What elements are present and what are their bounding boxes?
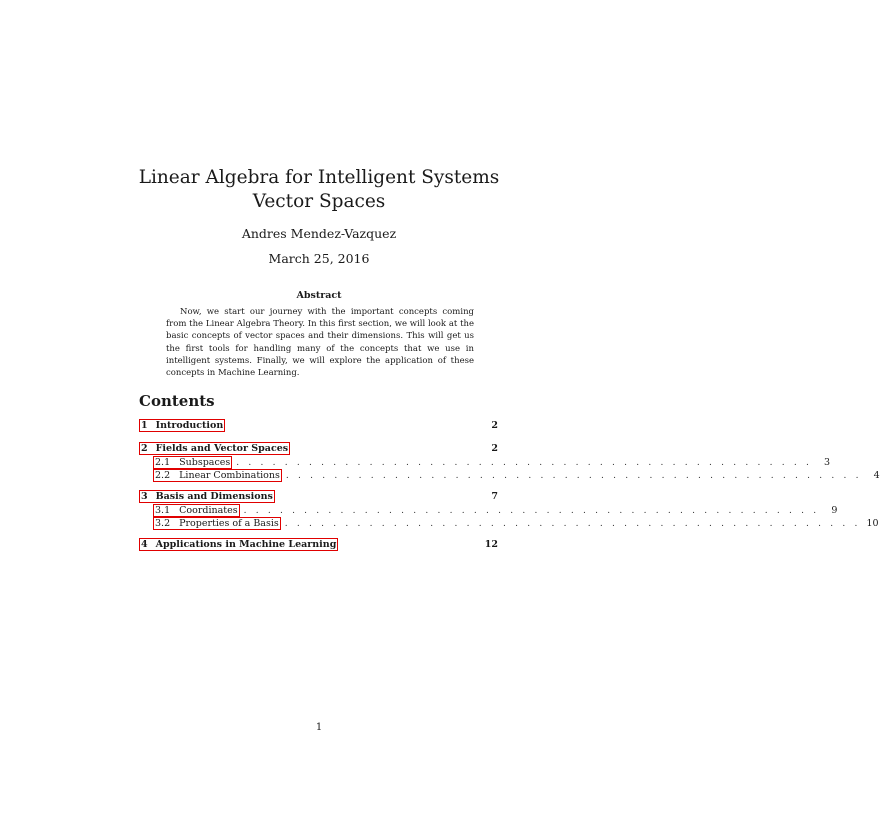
toc-link-properties-of-a-basis[interactable] xyxy=(153,517,281,530)
toc-link-fields-and-vector-spaces[interactable] xyxy=(139,442,290,455)
author: Andres Mendez-Vazquez xyxy=(241,226,397,241)
toc-number: 2 xyxy=(141,443,148,454)
toc-title: Fields and Vector Spaces xyxy=(155,443,289,454)
title-line-1: Linear Algebra for Intelligent Systems xyxy=(138,167,500,188)
toc-number: 2.1 xyxy=(155,457,171,468)
toc-link-basis-and-dimensions[interactable] xyxy=(139,490,275,503)
toc-title: Subspaces xyxy=(179,457,231,468)
toc-number: 2.2 xyxy=(155,470,171,481)
toc-number: 3.2 xyxy=(155,518,171,529)
toc-page: 12 xyxy=(484,539,498,550)
toc-number: 4 xyxy=(141,539,148,550)
toc-page: 4 xyxy=(873,470,880,481)
toc-leader: . . . . . . . . . . . . . . . . . . . . . . . . . . . . . . . . . . . . . . . . . . . . . . . . xyxy=(236,457,813,468)
toc-entry-properties-of-a-basis xyxy=(153,517,879,530)
toc-number: 1 xyxy=(141,420,148,431)
toc-entry-subspaces xyxy=(153,456,831,469)
toc-link-linear-combinations[interactable] xyxy=(153,469,282,482)
toc-leader: . . . . . . . . . . . . . . . . . . . . . . . . . . . . . . . . . . . . . . . . . . . . . . . . xyxy=(284,518,861,529)
toc-title: Introduction xyxy=(155,420,224,431)
contents-heading: Contents xyxy=(139,392,215,410)
toc-entry-fields-and-vector-spaces xyxy=(139,442,498,455)
toc-title: Basis and Dimensions xyxy=(155,491,273,502)
title-line-2: Vector Spaces xyxy=(252,191,386,212)
toc-title: Linear Combinations xyxy=(179,470,280,481)
date: March 25, 2016 xyxy=(268,251,370,266)
toc-entry-linear-combinations xyxy=(153,469,880,482)
toc-link-introduction[interactable] xyxy=(139,419,225,432)
toc-leader: . . . . . . . . . . . . . . . . . . . . . . . . . . . . . . . . . . . . . . . . . . . . . . . . xyxy=(285,470,862,481)
abstract-text: Now, we start our journey with the important concepts coming from the Linear Algebra Theory. In this first section, we will look at the basic concepts of vector spaces and their dimensions. This will get us the first tools for handling many of the concepts that we use in intelligent systems. Finally, we will explore the application of these concepts in Machine Learning. xyxy=(166,307,474,379)
toc-entry-introduction xyxy=(139,419,498,432)
toc-title: Applications in Machine Learning xyxy=(155,539,337,550)
toc-page: 7 xyxy=(491,491,498,502)
toc-entry-coordinates xyxy=(153,504,838,517)
toc-link-coordinates[interactable] xyxy=(153,504,240,517)
toc-title: Properties of a Basis xyxy=(179,518,279,529)
page-number: 1 xyxy=(315,722,323,733)
toc-link-applications-in-machine-learning[interactable] xyxy=(139,538,338,551)
paper-title xyxy=(0,166,638,214)
toc-entry-applications-in-machine-learning xyxy=(139,538,498,551)
toc-page: 2 xyxy=(491,420,498,431)
toc-page: 9 xyxy=(831,505,838,516)
toc-page: 3 xyxy=(824,457,831,468)
toc-page: 2 xyxy=(491,443,498,454)
toc-number: 3 xyxy=(141,491,148,502)
toc-leader: . . . . . . . . . . . . . . . . . . . . . . . . . . . . . . . . . . . . . . . . . . . . . . . . xyxy=(243,505,820,516)
toc-title: Coordinates xyxy=(179,505,238,516)
abstract-heading: Abstract xyxy=(296,290,342,301)
toc-entry-basis-and-dimensions xyxy=(139,490,498,503)
toc-page: 10 xyxy=(866,518,879,529)
toc-number: 3.1 xyxy=(155,505,171,516)
toc-link-subspaces[interactable] xyxy=(153,456,232,469)
